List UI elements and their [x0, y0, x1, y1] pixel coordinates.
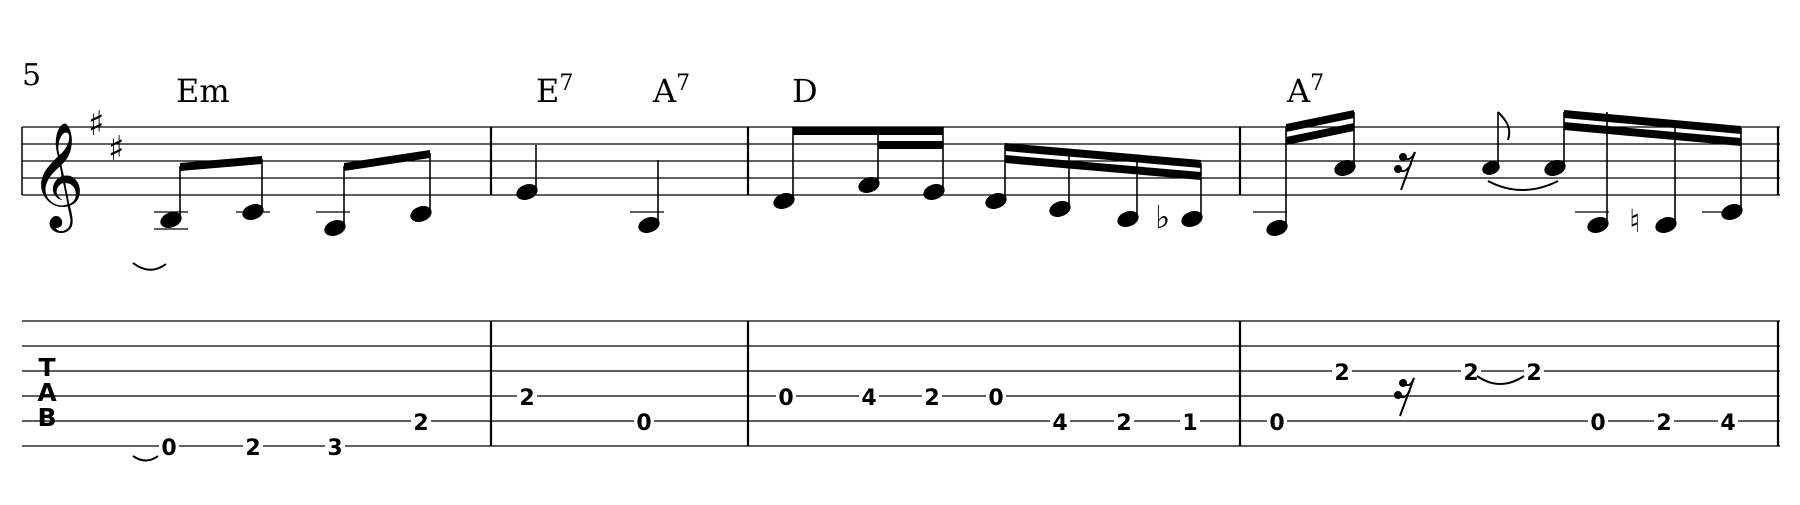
- tab-number: 2: [519, 386, 535, 411]
- sharp-icon: ♯: [108, 129, 125, 169]
- tab-number: 1: [1182, 411, 1198, 436]
- tab-label-b: B: [37, 403, 57, 432]
- ties: [133, 181, 1558, 270]
- tab-number: 2: [1656, 411, 1672, 436]
- noteheads: [158, 157, 1745, 239]
- tab-barlines: [491, 321, 1778, 446]
- tab-number: 4: [1052, 411, 1068, 436]
- measure-number: 5: [22, 58, 42, 93]
- tab-number: 3: [327, 436, 343, 461]
- tab-number: 0: [1590, 411, 1606, 436]
- note-stems: [180, 112, 1741, 226]
- tab-number: 2: [413, 411, 429, 436]
- tab-number: 2: [1116, 411, 1132, 436]
- chord-em: Em: [176, 72, 230, 110]
- flat-icon: ♭: [1155, 198, 1171, 236]
- chord-a7: $A^7$: [1287, 71, 1325, 110]
- tab-number: 2: [245, 436, 261, 461]
- sharp-icon: ♯: [88, 104, 105, 144]
- tab-tie: [1477, 376, 1524, 384]
- natural-icon: ♮: [1629, 202, 1641, 240]
- tab-number: 2: [924, 386, 940, 411]
- chord-d: D: [792, 72, 818, 110]
- tab-sixteenth-rest-icon: [1395, 378, 1415, 416]
- tab-number: 0: [1269, 411, 1285, 436]
- tab-number: 4: [861, 386, 877, 411]
- tab-number: 2: [1463, 361, 1479, 386]
- tab-number: 0: [636, 411, 652, 436]
- tab-label-t: T: [38, 353, 56, 382]
- tab-number: 2: [1334, 361, 1350, 386]
- beams: [180, 110, 1741, 180]
- tab-staff: [22, 321, 1780, 446]
- tab-number: 4: [1720, 411, 1736, 436]
- chord-a7: $A^7$: [653, 71, 691, 110]
- tab-tie: [133, 456, 158, 461]
- chord-e7: $E^7$: [536, 71, 574, 110]
- tab-number: 0: [988, 386, 1004, 411]
- tab-number: 2: [1526, 361, 1542, 386]
- ledger-lines: [154, 212, 1736, 229]
- tab-label-a: A: [37, 378, 57, 407]
- key-signature: [88, 104, 124, 169]
- tab-number: 0: [161, 436, 177, 461]
- treble-clef-icon: 𝄞: [30, 121, 85, 228]
- tab-number: 0: [778, 386, 794, 411]
- flag-icon: [1498, 112, 1509, 140]
- tab-label: [37, 353, 57, 432]
- chord-symbols: [176, 71, 1324, 110]
- sixteenth-rest-icon: [1395, 152, 1416, 190]
- standard-staff: [22, 127, 1780, 195]
